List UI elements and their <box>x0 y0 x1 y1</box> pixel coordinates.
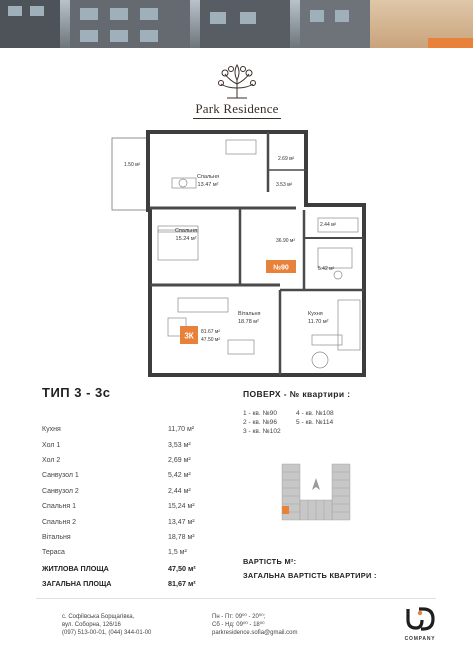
area-row <box>42 499 212 514</box>
area-row <box>42 437 212 452</box>
building-key-plan <box>262 456 370 526</box>
apartment-item: 4 - кв. №108 <box>296 410 334 417</box>
floor-plan <box>108 130 370 380</box>
area-value: 11,70 м² <box>168 426 195 434</box>
badge-living-area: 47.50 м² <box>201 337 221 343</box>
area-row <box>42 484 212 499</box>
ud-logo-icon <box>405 607 435 631</box>
bedroom1-area: 15.24 м² <box>175 236 197 242</box>
total-value: 81,67 м² <box>168 579 196 589</box>
footer-divider <box>36 598 436 599</box>
north-arrow-icon <box>312 478 320 490</box>
accent-bar <box>428 38 473 48</box>
living-label: Вітальня <box>238 311 261 317</box>
area-row <box>42 530 212 545</box>
bedroom2-label: Спальня <box>196 174 220 180</box>
apartment-item: 3 - кв. №102 <box>243 428 281 435</box>
hours-weekdays: Пн - Пт: 09⁰⁰ - 20⁰⁰; <box>212 614 266 620</box>
area-value: 1,5 м² <box>168 549 187 557</box>
area-row <box>42 468 212 483</box>
badge-total-area: 81.67 м² <box>201 329 221 335</box>
building-photo <box>0 0 473 48</box>
apartment-item: 1 - кв. №90 <box>243 410 277 417</box>
hall2-area: 2.69 м² <box>278 156 295 162</box>
brand-name: Park Residence <box>193 101 280 119</box>
address-line1: с. Софіївська Борщагівка, <box>62 614 135 620</box>
bath1-area: 5.42 м² <box>318 266 335 272</box>
kitchen-area: 11.70 м² <box>308 319 329 325</box>
area-row <box>42 422 212 437</box>
area-value: 13,47 м² <box>168 518 195 526</box>
total-row <box>42 561 212 576</box>
bedroom1-label: Спальня <box>174 228 198 234</box>
company-logo <box>402 607 438 642</box>
terrace-area: 1.50 м² <box>124 162 141 168</box>
phone-numbers[interactable]: (097) 513-00-01, (044) 344-01-00 <box>62 630 152 637</box>
area-label: Спальня 1 <box>42 503 76 511</box>
area-label: Кухня <box>42 426 61 434</box>
area-value: 5,42 м² <box>168 472 191 480</box>
price-total: ЗАГАЛЬНА ВАРТІСТЬ КВАРТИРИ : <box>243 571 377 580</box>
bedroom2-area: 13.47 м² <box>197 182 219 188</box>
total-label: ЖИТЛОВА ПЛОЩА <box>42 563 109 573</box>
company-label: COMPANY <box>404 636 436 642</box>
corridor-area: 36.90 м² <box>276 238 296 244</box>
area-value: 15,24 м² <box>168 503 195 511</box>
area-label: Вітальня <box>42 533 71 541</box>
total-label: ЗАГАЛЬНА ПЛОЩА <box>42 579 112 589</box>
area-value: 18,78 м² <box>168 533 195 541</box>
area-row <box>42 514 212 529</box>
total-value: 47,50 м² <box>168 563 196 573</box>
area-value: 2,44 м² <box>168 487 191 495</box>
apartment-item: 2 - кв. №96 <box>243 419 277 426</box>
area-label: Санвузол 2 <box>42 487 79 495</box>
hall1-area: 3.53 м² <box>276 182 293 188</box>
area-label: Хол 2 <box>42 456 61 464</box>
bath2-area: 2.44 м² <box>320 222 337 228</box>
price-per-m2: ВАРТІСТЬ М²: <box>243 557 297 566</box>
footer-address <box>62 613 151 638</box>
apartment-type-title: ТИП 3 - 3с <box>42 385 111 400</box>
price-block <box>243 555 377 583</box>
terrace <box>112 138 148 210</box>
area-value: 2,69 м² <box>168 456 191 464</box>
email-link[interactable]: parkresidence.sofia@gmail.com <box>212 630 298 637</box>
area-label: Спальня 2 <box>42 518 76 526</box>
area-label: Санвузол 1 <box>42 472 79 480</box>
hours-weekend: Сб - Нд: 09⁰⁰ - 18⁰⁰ <box>212 622 265 629</box>
total-row <box>42 576 212 591</box>
apartment-location-marker <box>282 506 289 514</box>
footer-hours <box>212 613 297 638</box>
tree-icon <box>215 62 259 100</box>
rooms-badge-label: 3К <box>184 331 194 341</box>
floor-title: ПОВЕРХ - № квартири : <box>243 389 351 399</box>
apartment-number: №90 <box>273 264 289 272</box>
area-row <box>42 453 212 468</box>
living-area: 18.78 м² <box>238 319 259 325</box>
area-value: 3,53 м² <box>168 441 191 449</box>
area-label: Хол 1 <box>42 441 61 449</box>
kitchen-label: Кухня <box>308 311 323 317</box>
apartment-list <box>243 409 349 436</box>
apartment-item: 5 - кв. №114 <box>296 419 334 426</box>
area-label: Тераса <box>42 549 65 557</box>
area-table <box>42 422 212 591</box>
address-line2: вул. Соборна, 126/16 <box>62 622 121 629</box>
area-row <box>42 545 212 560</box>
brand-logo <box>186 62 288 124</box>
